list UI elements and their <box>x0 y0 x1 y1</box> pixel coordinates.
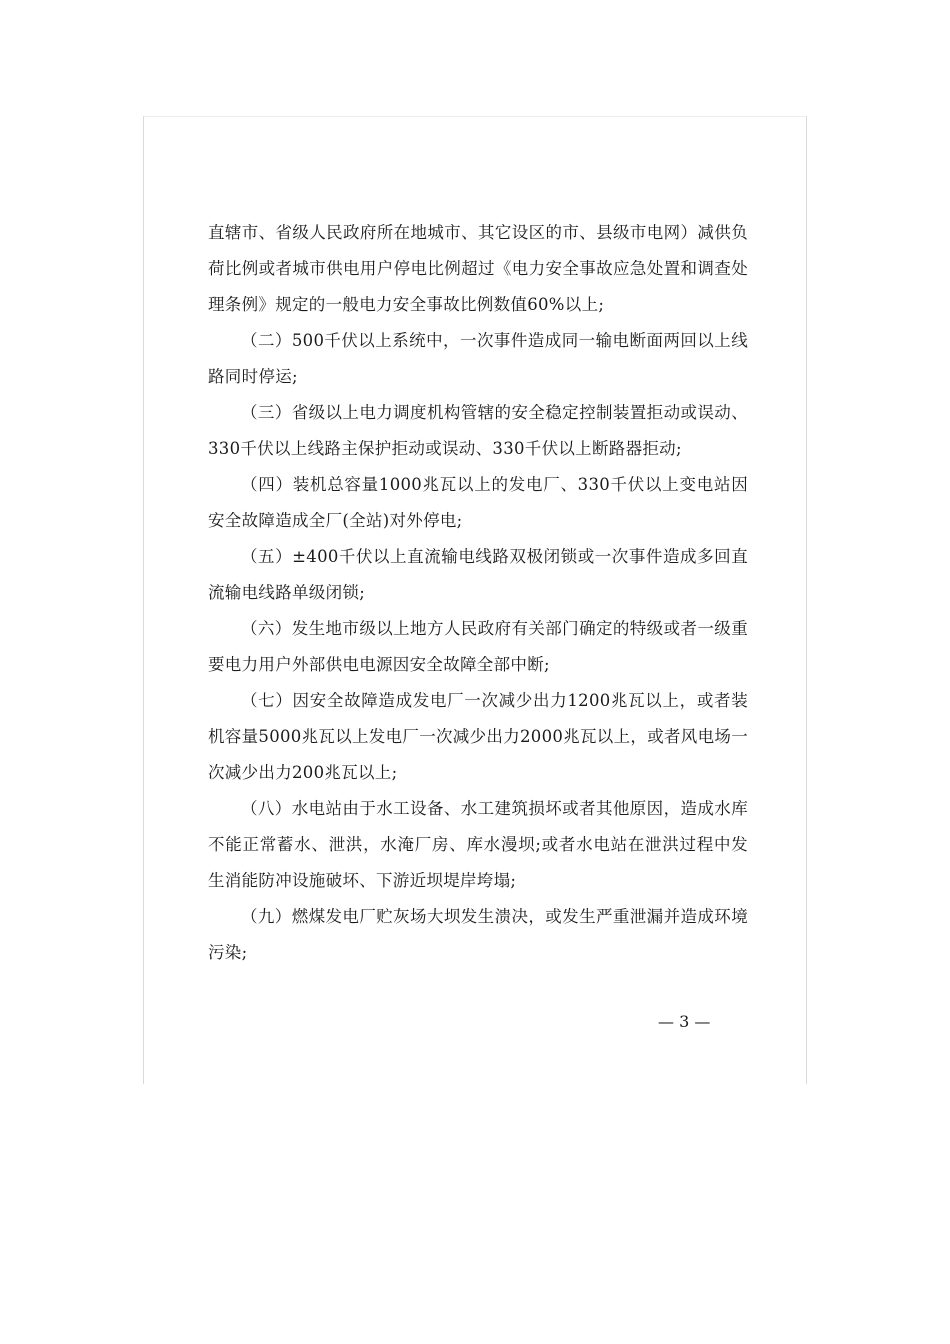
paragraph-continuation: 直辖市、省级人民政府所在地城市、其它设区的市、县级市电网）减供负荷比例或者城市供电用户停电比例超过《电力安全事故应急处置和调查处理条例》规定的一般电力安全事故比例数值60%以上; <box>208 223 748 314</box>
paragraph-item-6: （六）发生地市级以上地方人民政府有关部门确定的特级或者一级重要电力用户外部供电电源因安全故障全部中断; <box>208 619 748 674</box>
document-page <box>143 116 807 1084</box>
page-number: — 3 — <box>658 1012 711 1031</box>
paragraph-item-8: （八）水电站由于水工设备、水工建筑损坏或者其他原因，造成水库不能正常蓄水、泄洪，水淹厂房、库水漫坝;或者水电站在泄洪过程中发生消能防冲设施破坏、下游近坝堤岸垮塌; <box>208 799 748 890</box>
paragraph-item-7: （七）因安全故障造成发电厂一次减少出力1200兆瓦以上，或者装机容量5000兆瓦以上发电厂一次减少出力2000兆瓦以上，或者风电场一次减少出力200兆瓦以上; <box>208 691 748 782</box>
paragraph-item-5: （五）±400千伏以上直流输电线路双极闭锁或一次事件造成多回直流输电线路单级闭锁; <box>208 547 748 602</box>
paragraph-item-3: （三）省级以上电力调度机构管辖的安全稳定控制装置拒动或误动、330千伏以上线路主保护拒动或误动、330千伏以上断路器拒动; <box>208 403 748 458</box>
paragraph-item-4: （四）装机总容量1000兆瓦以上的发电厂、330千伏以上变电站因安全故障造成全厂(全站)对外停电; <box>208 475 748 530</box>
document-body <box>208 215 748 971</box>
paragraph-item-9: （九）燃煤发电厂贮灰场大坝发生溃决，或发生严重泄漏并造成环境污染; <box>208 907 748 962</box>
paragraph-item-2: （二）500千伏以上系统中，一次事件造成同一输电断面两回以上线路同时停运; <box>208 331 748 386</box>
